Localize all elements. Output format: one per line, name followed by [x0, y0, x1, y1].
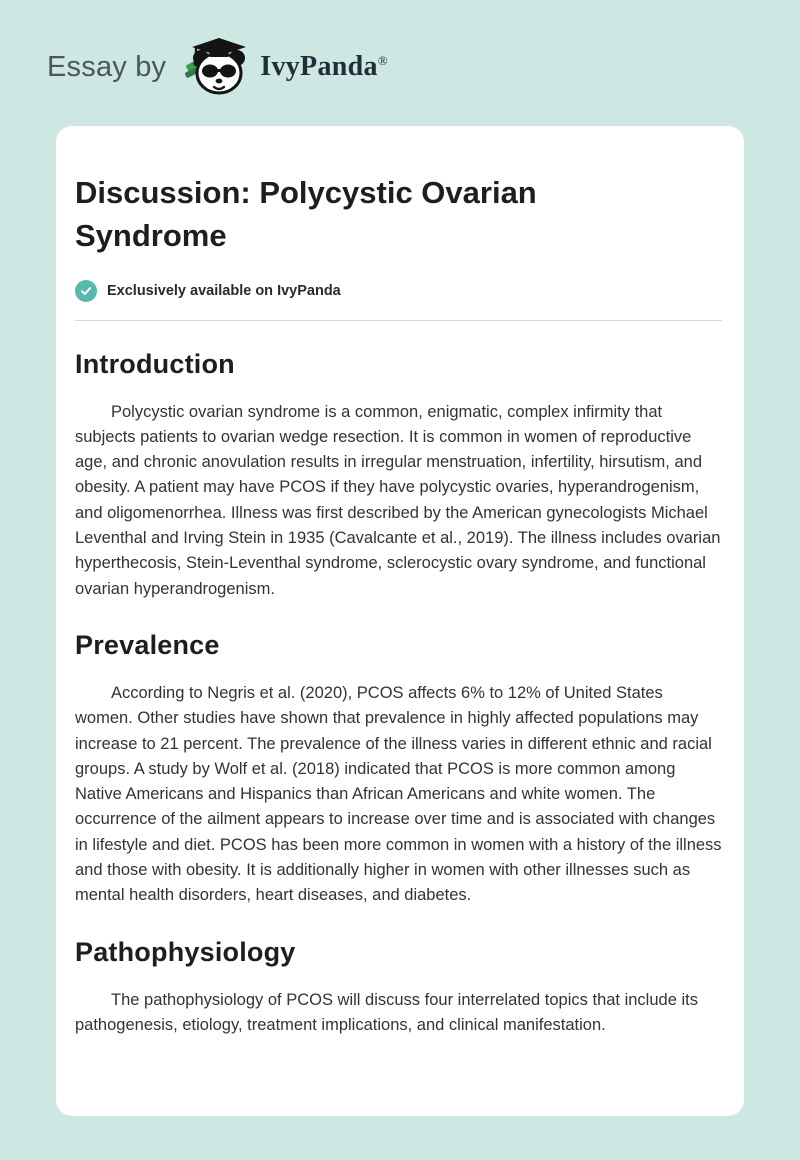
availability-badge: [75, 280, 722, 321]
paragraph: Polycystic ovarian syndrome is a common, enigmatic, complex infirmity that subjects patients to ovarian wedge resection. It is common in women of reproductive age, and chronic anovulation results in irregular menstruation, infertility, hirsutism, and obesity. A patient may have PCOS if they have polycystic ovaries, hyperandrogenism, and oligomenorrhea. Illness was first described by the American gynecologists Michael Leventhal and Irving Stein in 1935 (Cavalcante et al., 2019). The illness includes ovarian hyperthecosis, Stein-Leventhal syndrome, sclerocystic ovary syndrome, and functional ovarian hyperandrogenism.: [75, 402, 721, 598]
paragraph: The pathophysiology of PCOS will discuss four interrelated topics that include its pathogenesis, etiology, treatment implications, and clinical manifestation.: [75, 990, 698, 1034]
section-introduction: [75, 349, 722, 602]
ivypanda-logo[interactable]: [184, 36, 388, 98]
section-pathophysiology: [75, 937, 722, 1039]
paragraph: According to Negris et al. (2020), PCOS affects 6% to 12% of United States women. Other studies have shown that prevalence in highly affected populations may increase to 21 percent. The prevalence of the illness varies in different ethnic and racial groups. A study by Wolf et al. (2018) indicated that PCOS is more common among Native Americans and Hispanics than African Americans and white women. The occurrence of the ailment appears to increase over time and is associated with changes in lifestyle and diet. PCOS has been more common in women with a history of the illness and those with obesity. It is additionally higher in women with other illnesses such as mental health disorders, heart diseases, and diabetes.: [75, 683, 722, 905]
site-header: [0, 0, 800, 126]
panda-logo-icon: [184, 36, 250, 98]
check-icon: [75, 280, 97, 302]
section-heading-introduction: Introduction: [75, 348, 235, 379]
section-heading-prevalence: Prevalence: [75, 629, 220, 660]
section-heading-pathophysiology: Pathophysiology: [75, 936, 296, 967]
brand-name: [260, 51, 388, 83]
registered-mark: ®: [377, 53, 388, 68]
page-title: Discussion: Polycystic Ovarian Syndrome: [75, 175, 537, 253]
brand-text: IvyPanda: [260, 51, 378, 82]
availability-text: Exclusively available on IvyPanda: [107, 282, 341, 299]
essay-by-label: Essay by: [47, 50, 167, 83]
section-prevalence: [75, 630, 722, 909]
essay-card: [56, 126, 744, 1116]
